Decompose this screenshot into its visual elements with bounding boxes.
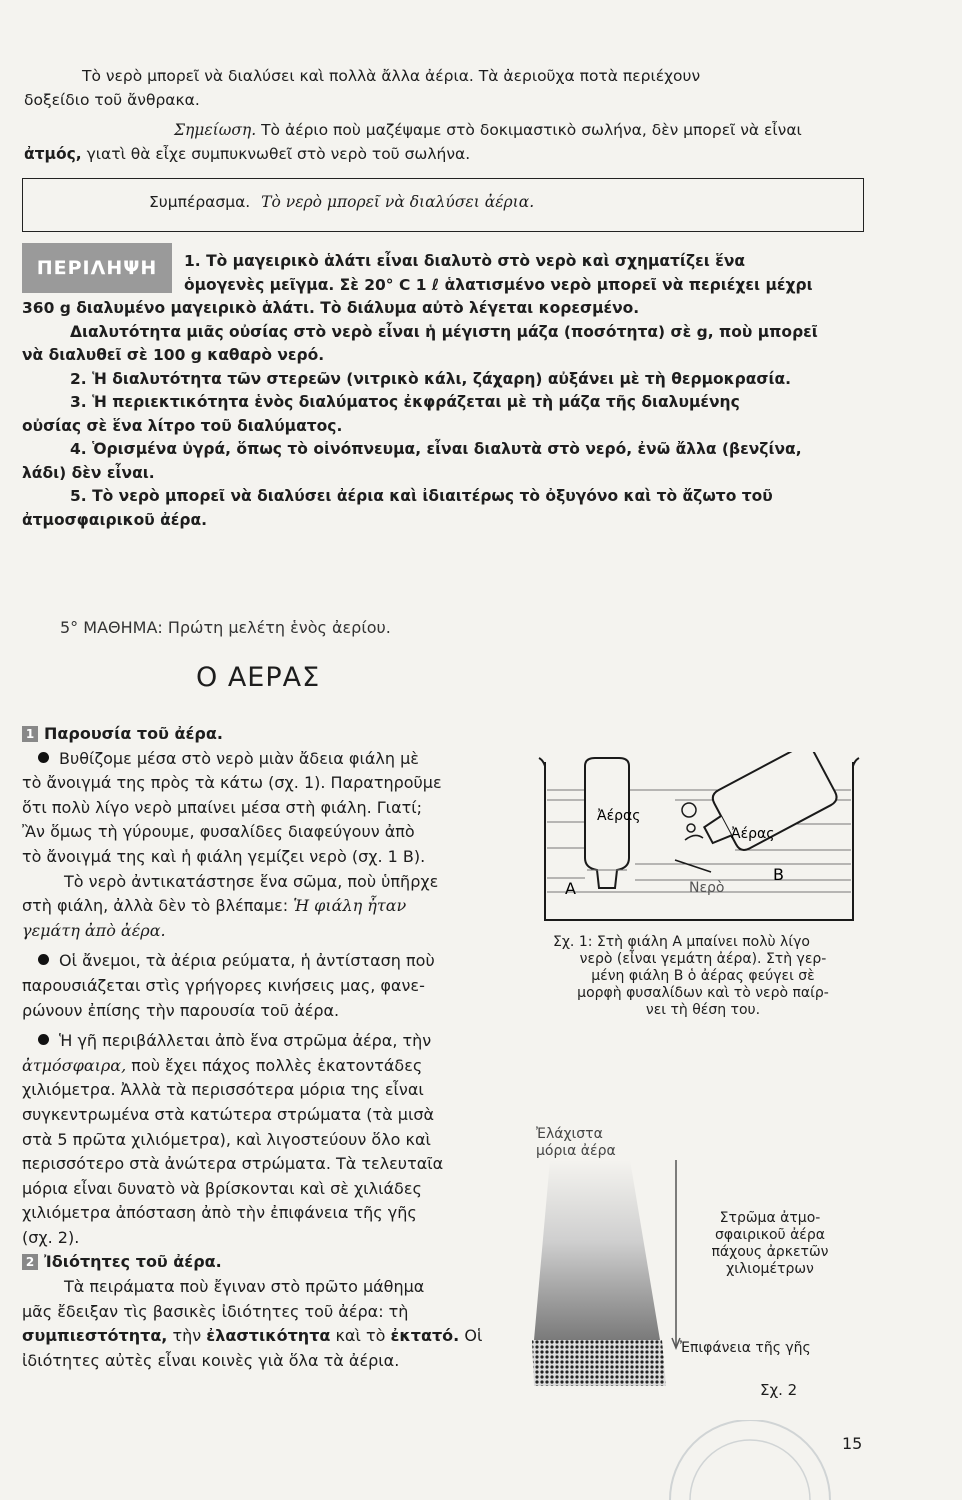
lesson-heading: 5° ΜΑΘΗΜΑ: Πρώτη μελέτη ἑνὸς ἀερίου. (60, 618, 391, 637)
text-span: ποὺ ἔχει πάχος πολλὲς ἑκατοντάδες (131, 1055, 423, 1075)
italic-line: γεμάτη ἀπὸ ἀέρα. (22, 920, 166, 940)
label-line: μόρια ἀέρα (536, 1143, 616, 1159)
italic-span: Ἡ φιάλη ἦταν (293, 896, 407, 916)
section1-heading: Παρουσία τοῦ ἀέρα. (44, 724, 223, 743)
text-line: συγκεντρωμένα στὰ κατώτερα στρώματα (τὰ μισὰ (22, 1104, 435, 1124)
text-line-mixed (22, 894, 502, 919)
bubble (682, 803, 696, 817)
text-line: Τὸ ἀέριο ποὺ μαζέψαμε στὸ δοκιμαστικὸ σωλήνα, δὲν μπορεῖ νὰ εἶναι (261, 121, 802, 139)
text-line: ρώνουν ἐπίσης τὴν παρουσία τοῦ ἀέρα. (22, 1000, 340, 1020)
bold-span: συμπιεστότητα, (22, 1326, 168, 1346)
figure-1-caption (553, 934, 853, 1019)
bold-span: ἐλαστικότητα (206, 1326, 331, 1346)
label-line: χιλιομέτρων (726, 1261, 814, 1277)
bullet-line (22, 949, 502, 974)
bubble (687, 824, 695, 832)
text-line: μόρια εἶναι δυνατὸ νὰ βρίσκονται καὶ σὲ χιλιάδες (22, 1178, 422, 1198)
bullet-icon (38, 752, 49, 763)
caption-line: Σχ. 1: Στὴ φιάλη Α μπαίνει πολὺ λίγο (553, 934, 810, 950)
lesson-title: Ο ΑΕΡΑΣ (196, 662, 321, 693)
summary-line: 360 g διαλυμένο μαγειρικὸ ἁλάτι. Τὸ διάλυμα αὐτὸ λέγεται κορεσμένο. (22, 299, 640, 317)
label-line: πάχους ἀρκετῶν (711, 1244, 829, 1260)
summary-line: 5. Τὸ νερὸ μπορεῖ νὰ διαλύσει ἀέρια καὶ ἰδιαιτέρως τὸ ὀξυγόνο καὶ τὸ ἄζωτο τοῦ (70, 487, 773, 505)
bullet-icon (38, 1034, 49, 1045)
text-line-mixed (22, 1324, 502, 1349)
note-label: Σημείωση. (174, 121, 257, 139)
text-line: Ἂν ὅμως τὴ γύρουμε, φυσαλίδες διαφεύγουν ἀπὸ (22, 822, 415, 842)
label-air-a: Ἀέρας (597, 808, 641, 824)
figure-2-side-label (690, 1210, 850, 1278)
figure-2-bottom-label: Ἐπιφάνεια τῆς γῆς (680, 1340, 811, 1356)
caption-line: μένη φιάλη Β ὁ ἀέρας φεύγει σὲ (591, 968, 815, 984)
text-line: χιλιόμετρα ἀπόσταση ἀπὸ τὴν ἐπιφάνεια τῆς γῆς (22, 1203, 417, 1223)
text-line: Οἱ ἄνεμοι, τὰ ἀέρια ρεύματα, ἡ ἀντίσταση ποὺ (59, 951, 435, 971)
figure-1-diagram (535, 752, 865, 928)
left-column (22, 722, 502, 1373)
text-line: γιατὶ θὰ εἶχε συμπυκνωθεῖ στὸ νερὸ τοῦ σωλήνα. (86, 145, 471, 163)
text-line: χιλιόμετρα. Ἀλλὰ τὰ περισσότερα μόρια της εἶναι (22, 1080, 424, 1100)
summary-line: 4. Ὁρισμένα ὑγρά, ὅπως τὸ οἰνόπνευμα, εἶναι διαλυτὰ στὸ νερό, ἐνῶ ἄλλα (βενζίνα, (70, 440, 802, 458)
label-water: Νερὸ (689, 880, 725, 896)
summary-line: λάδι) δὲν εἶναι. (22, 463, 155, 482)
conclusion-label: Συμπέρασμα. (149, 193, 251, 211)
library-stamp (660, 1420, 840, 1500)
text-line: περισσότερο στὰ ἀνώτερα στρώματα. Τὰ τελευταῖα (22, 1154, 444, 1174)
italic-span: ἀτμόσφαιρα, (22, 1055, 127, 1075)
bubble-trail (685, 835, 703, 840)
summary-line: νὰ διαλυθεῖ σὲ 100 g καθαρὸ νερό. (22, 346, 325, 364)
label-line: Ἐλάχιστα (536, 1126, 603, 1142)
caption-line: μορφὴ φυσαλίδων καὶ τὸ νερὸ παίρ- (577, 985, 829, 1001)
bullet-icon (38, 954, 49, 965)
summary-line: 1. Τὸ μαγειρικὸ ἁλάτι εἶναι διαλυτὸ στὸ νερὸ καὶ σχηματίζει ἕνα (184, 252, 746, 270)
text-line: δοξείδιο τοῦ ἄνθρακα. (24, 91, 200, 109)
text-line: Βυθίζομε μέσα στὸ νερὸ μιὰν ἄδεια φιάλη μὲ (59, 748, 419, 768)
bottle-b (692, 752, 840, 862)
text-line-mixed (22, 1054, 502, 1079)
label-line: σφαιρικοῦ ἀέρα (715, 1227, 825, 1243)
text-line: Ἡ γῆ περιβάλλεται ἀπὸ ἕνα στρῶμα ἀέρα, τὴν (59, 1031, 432, 1051)
conclusion-line (149, 193, 534, 211)
caption-line: νερὸ (εἶναι γεμάτη ἀέρα). Στὴ γερ- (579, 951, 827, 967)
summary-line: οὐσίας σὲ ἕνα λίτρο τοῦ διαλύματος. (22, 416, 343, 435)
figure-2-top-label (536, 1126, 616, 1160)
summary-block (22, 250, 862, 532)
page-number: 15 (842, 1434, 863, 1453)
text-line: Τὸ νερὸ ἀντικατάστησε ἕνα σῶμα, ποὺ ὑπῆρχε (64, 871, 439, 891)
label-a: Α (565, 879, 576, 898)
text-line: ἰδιότητες αὐτὲς εἶναι κοινὲς γιὰ ὅλα τὰ ἀέρια. (22, 1350, 400, 1370)
section1-heading-line (22, 722, 502, 747)
text-span: στὴ φιάλη, ἀλλὰ δὲν τὸ βλέπαμε: (22, 896, 289, 916)
summary-line: 2. Ἡ διαλυτότητα τῶν στερεῶν (νιτρικὸ κάλι, ζάχαρη) αὐξάνει μὲ τὴ θερμοκρασία. (70, 369, 792, 388)
text-span: καὶ τὸ (335, 1326, 386, 1346)
conclusion-text: Τὸ νερὸ μπορεῖ νὰ διαλύσει ἀέρια. (261, 193, 535, 211)
section-number-badge: 1 (22, 726, 38, 742)
tank-rim (539, 758, 545, 766)
note-paragraph (24, 118, 884, 166)
text-line: στὰ 5 πρῶτα χιλιόμετρα), καὶ λιγοστεύουν ὅλο καὶ (22, 1129, 431, 1149)
text-span: Οἱ (464, 1326, 483, 1346)
bold-span: ἐκτατό. (390, 1326, 460, 1346)
section-number-badge: 2 (22, 1254, 38, 1270)
arrow (675, 860, 711, 872)
text-line: τὸ ἄνοιγμά της πρὸς τὰ κάτω (σχ. 1). Παρατηροῦμε (22, 773, 442, 793)
summary-line: 3. Ἡ περιεκτικότητα ἑνὸς διαλύματος ἐκφράζεται μὲ τὴ μάζα τῆς διαλυμένης (70, 393, 740, 411)
bullet-line (22, 747, 502, 772)
caption-line: νει τὴ θέση του. (645, 1002, 761, 1018)
note-line2 (24, 142, 884, 166)
tank-rim (853, 758, 859, 766)
atmosphere-layer (534, 1160, 660, 1340)
text-line: μᾶς ἔδειξαν τὶς βασικὲς ἰδιότητες τοῦ ἀέρα: τὴ (22, 1301, 409, 1321)
figure-2-caption: Σχ. 2 (760, 1381, 798, 1399)
text-line: Τὸ νερὸ μπορεῖ νὰ διαλύσει καὶ πολλὰ ἄλλα ἀέρια. Τὰ ἀεριοῦχα ποτὰ περιέχουν (82, 67, 701, 85)
section2-heading: Ἰδιότητες τοῦ ἀέρα. (44, 1252, 222, 1272)
summary-line: ὁμογενὲς μεῖγμα. Σὲ 20° C 1 ℓ ἁλατισμένο νερὸ μπορεῖ νὰ περιέχει μέχρι (184, 275, 813, 294)
text-span: τὴν (172, 1326, 202, 1346)
top-paragraph (24, 64, 882, 112)
bold-word: ἀτμός, (24, 145, 82, 163)
note-line1 (24, 118, 884, 142)
label-line: Στρῶμα ἀτμο- (719, 1210, 821, 1226)
label-air-b: Ἀέρας (731, 826, 775, 842)
summary-tag: ΠΕΡΙΛΗΨΗ (22, 243, 172, 293)
text-line: (σχ. 2). (22, 1227, 80, 1247)
label-b: Β (773, 865, 784, 884)
section2-heading-line (22, 1250, 502, 1275)
text-line: ὅτι πολὺ λίγο νερὸ μπαίνει μέσα στὴ φιάλη. Γιατί; (22, 797, 423, 817)
text-line: παρουσιάζεται στὶς γρήγορες κινήσεις μας, φανε- (22, 975, 425, 995)
conclusion-box (22, 178, 864, 232)
earth-surface (532, 1340, 666, 1386)
text-line: Τὰ πειράματα ποὺ ἔγιναν στὸ πρῶτο μάθημα (64, 1277, 425, 1297)
summary-line: Διαλυτότητα μιᾶς οὐσίας στὸ νερὸ εἶναι ἡ μέγιστη μάζα (ποσότητα) σὲ g, ποὺ μπορεῖ (70, 322, 818, 341)
text-line: τὸ ἄνοιγμά της καὶ ἡ φιάλη γεμίζει νερὸ (σχ. 1 Β). (22, 846, 426, 866)
summary-line: ἀτμοσφαιρικοῦ ἀέρα. (22, 510, 208, 529)
figure-2-diagram (520, 1160, 700, 1410)
bullet-line (22, 1029, 502, 1054)
